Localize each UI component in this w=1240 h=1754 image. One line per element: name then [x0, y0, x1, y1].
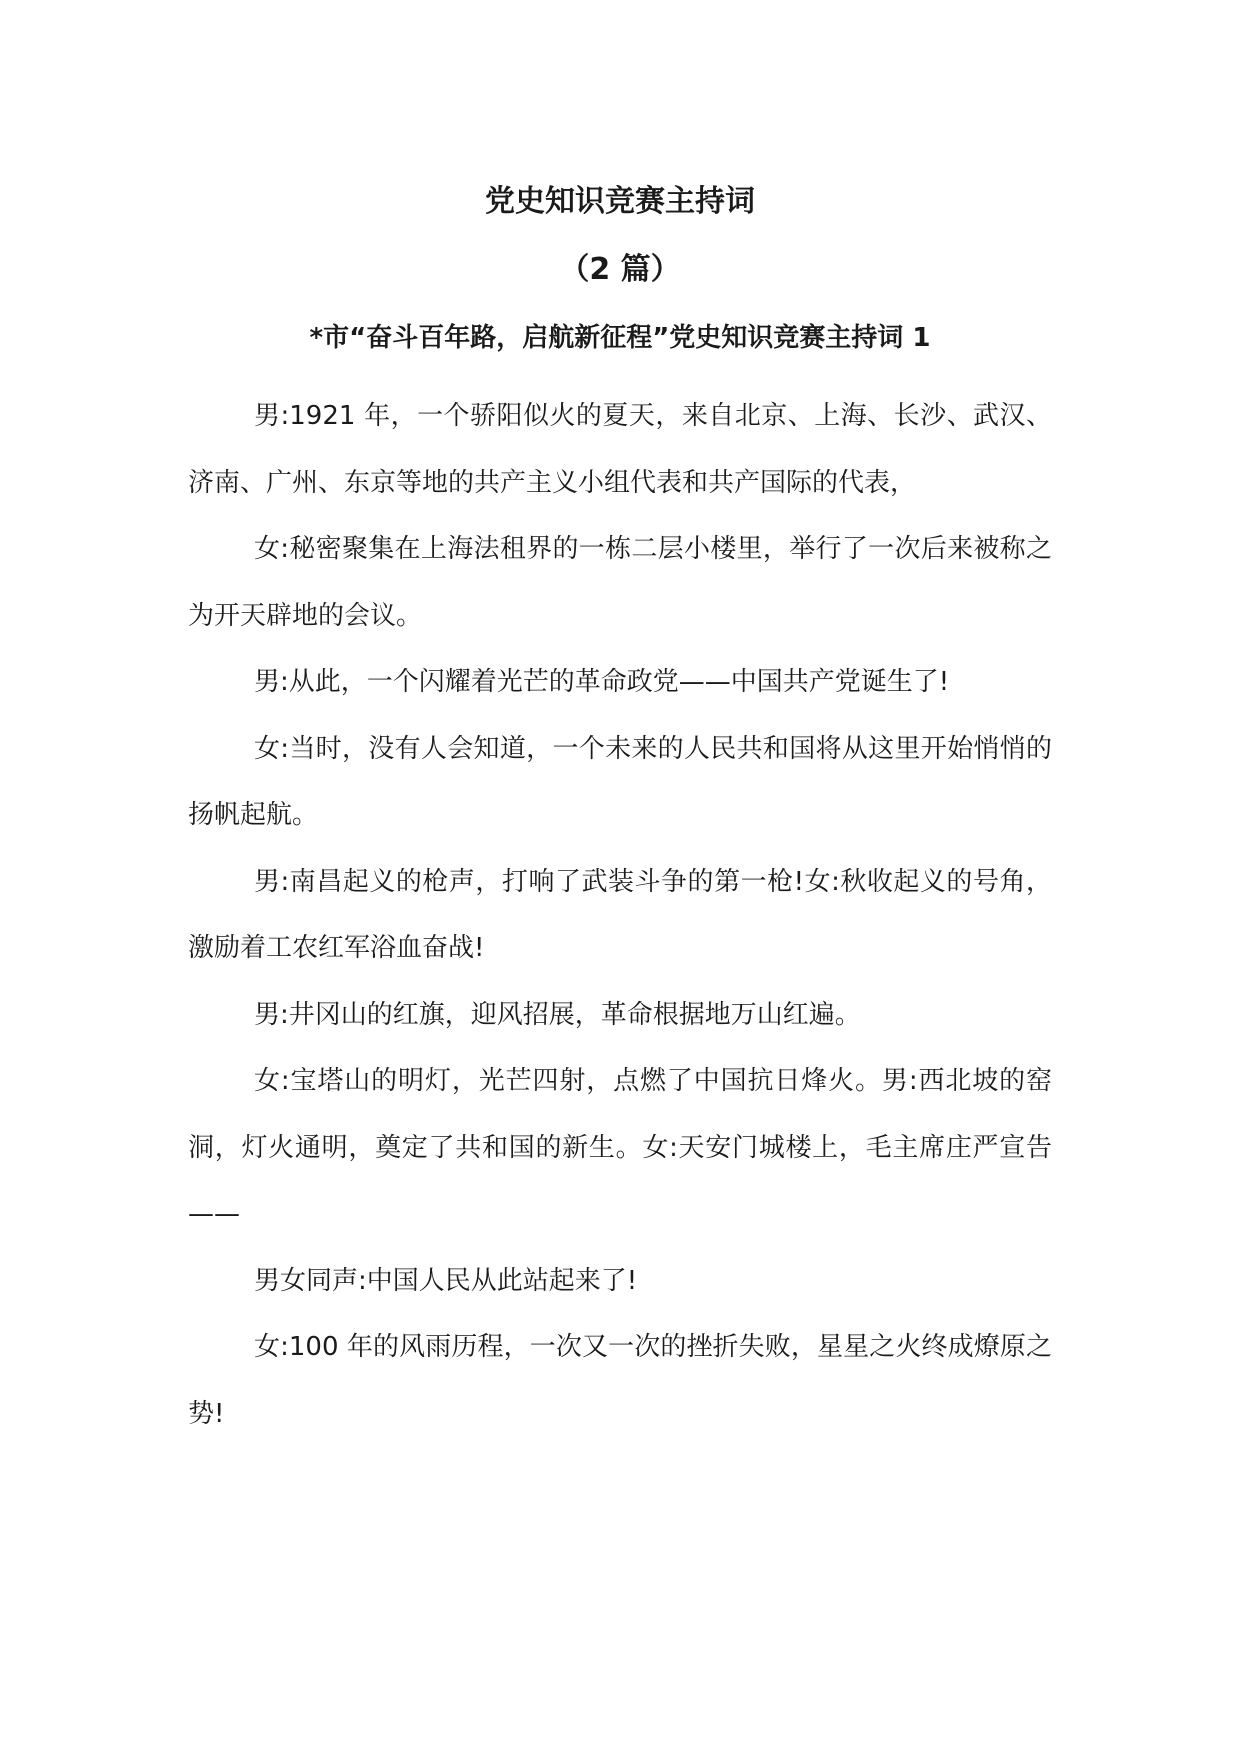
- section-heading: *市“奋斗百年路，启航新征程”党史知识竞赛主持词 1: [309, 323, 931, 353]
- paragraph: 男女同声:中国人民从此站起来了!: [254, 1265, 638, 1296]
- paragraph: 女:秘密聚集在上海法租界的一栋二层小楼里，举行了一次后来被称之为开天辟地的会议。: [188, 534, 1052, 631]
- document-body: [188, 383, 1052, 1447]
- paragraph: 女:100 年的风雨历程，一次又一次的挫折失败，星星之火终成燎原之势!: [188, 1332, 1052, 1429]
- document-title: 党史知识竞赛主持词: [485, 184, 755, 219]
- document-subtitle: （2 篇）: [559, 252, 681, 287]
- paragraph: 男:从此，一个闪耀着光芒的革命政党——中国共产党诞生了!: [254, 667, 950, 697]
- paragraph: 男:井冈山的红旗，迎风招展，革命根据地万山红遍。: [254, 999, 861, 1030]
- paragraph: 男:南昌起义的枪声，打响了武装斗争的第一枪!女:秋收起义的号角，激励着工农红军浴血奋战!: [188, 866, 1052, 963]
- paragraph: 男:1921 年，一个骄阳似火的夏天，来自北京、上海、长沙、武汉、济南、广州、东京等地的共产主义小组代表和共产国际的代表，: [188, 401, 1052, 498]
- paragraph: 女:当时，没有人会知道，一个未来的人民共和国将从这里开始悄悄的扬帆起航。: [188, 733, 1052, 830]
- paragraph: 女:宝塔山的明灯，光芒四射，点燃了中国抗日烽火。男:西北坡的窑洞，灯火通明，奠定了共和国的新生。女:天安门城楼上，毛主席庄严宣告——: [188, 1066, 1052, 1229]
